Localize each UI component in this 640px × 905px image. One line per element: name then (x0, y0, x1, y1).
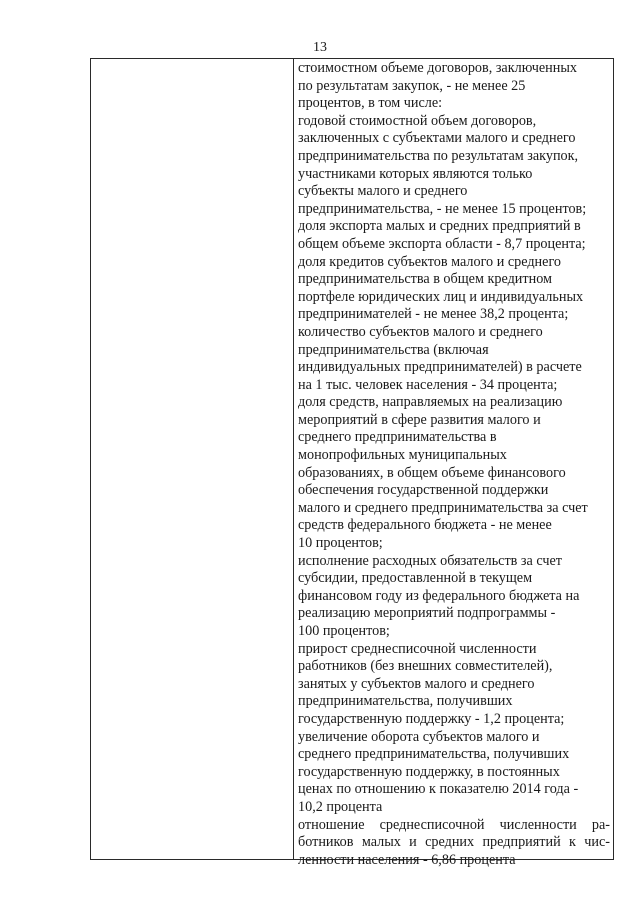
text-line: занятых у субъектов малого и среднего (298, 675, 535, 692)
text-line: образованиях, в общем объеме финансового (298, 464, 566, 481)
text-line: государственную поддержку - 1,2 процента; (298, 710, 565, 727)
text-line: финансовом году из федерального бюджета на (298, 587, 580, 604)
text-line: индивидуальных предпринимателей) в расчете (298, 359, 582, 376)
text-line: исполнение расходных обязательств за счет (298, 552, 563, 569)
text-line: 100 процентов; (298, 623, 390, 639)
text-line: доля средств, направляемых на реализацию (298, 394, 563, 411)
text-line: предпринимательства по результатам закупок, (298, 147, 579, 164)
text-line: на 1 тыс. человек населения - 34 процента; (298, 376, 558, 393)
text-line: доля экспорта малых и средних предприятий в (298, 218, 581, 235)
text-line: количество субъектов малого и среднего (298, 323, 543, 340)
text-line: прирост среднесписочной численности (298, 640, 537, 657)
text-line: предпринимательства, получивших (298, 693, 513, 710)
text-line: портфеле юридических лиц и индивидуальных (298, 288, 584, 305)
text-line: заключенных с субъектами малого и среднего (298, 130, 576, 147)
text-line: субъекты малого и среднего (298, 183, 468, 200)
text-line: предпринимательства в общем кредитном (298, 271, 552, 288)
text-line: годовой стоимостной объем договоров, (298, 112, 537, 129)
text-line: предпринимателей - не менее 38,2 процента; (298, 306, 569, 323)
text-line: обеспечения государственной поддержки (298, 482, 549, 499)
text-line: работников (без внешних совместителей), (298, 658, 553, 675)
text-line: реализацию мероприятий подпрограммы - (298, 605, 556, 622)
text-line: субсидии, предоставленной в текущем (298, 570, 533, 587)
table-right-cell (298, 60, 610, 869)
text-line: предпринимательства (включая (298, 341, 489, 358)
column-divider (293, 59, 294, 859)
text-line: стоимостном объеме договоров, заключенных (298, 60, 577, 76)
text-line: монопрофильных муниципальных (298, 447, 507, 464)
text-line: ленности населения - 6,86 процента (298, 851, 516, 868)
text-line: предпринимательства, - не менее 15 процентов; (298, 200, 587, 217)
text-line: отношение среднесписочной численности ра- (298, 816, 610, 833)
text-line: мероприятий в сфере развития малого и (298, 411, 541, 428)
text-line: государственную поддержку, в постоянных (298, 763, 560, 780)
text-line: процентов, в том числе: (298, 95, 443, 112)
text-line: доля кредитов субъектов малого и среднего (298, 253, 561, 270)
text-line: среднего предпринимательства, получивших (298, 746, 570, 763)
page-number: 13 (313, 40, 327, 55)
text-line: среднего предпринимательства в (298, 429, 497, 446)
text-line: ботников малых и средних предприятий к чис- (298, 834, 610, 851)
text-line: малого и среднего предпринимательства за счет (298, 499, 588, 516)
text-line: увеличение оборота субъектов малого и (298, 728, 540, 745)
text-line: средств федерального бюджета - не менее (298, 517, 552, 534)
text-line: по результатам закупок, - не менее 25 (298, 77, 526, 94)
text-line: 10,2 процента (298, 798, 383, 815)
text-line: общем объеме экспорта области - 8,7 процента; (298, 235, 586, 252)
text-line: 10 процентов; (298, 535, 383, 552)
text-line: ценах по отношению к показателю 2014 года - (298, 781, 579, 798)
text-line: участниками которых являются только (298, 165, 533, 182)
indicators-table (90, 58, 614, 868)
table-left-cell (91, 59, 293, 859)
